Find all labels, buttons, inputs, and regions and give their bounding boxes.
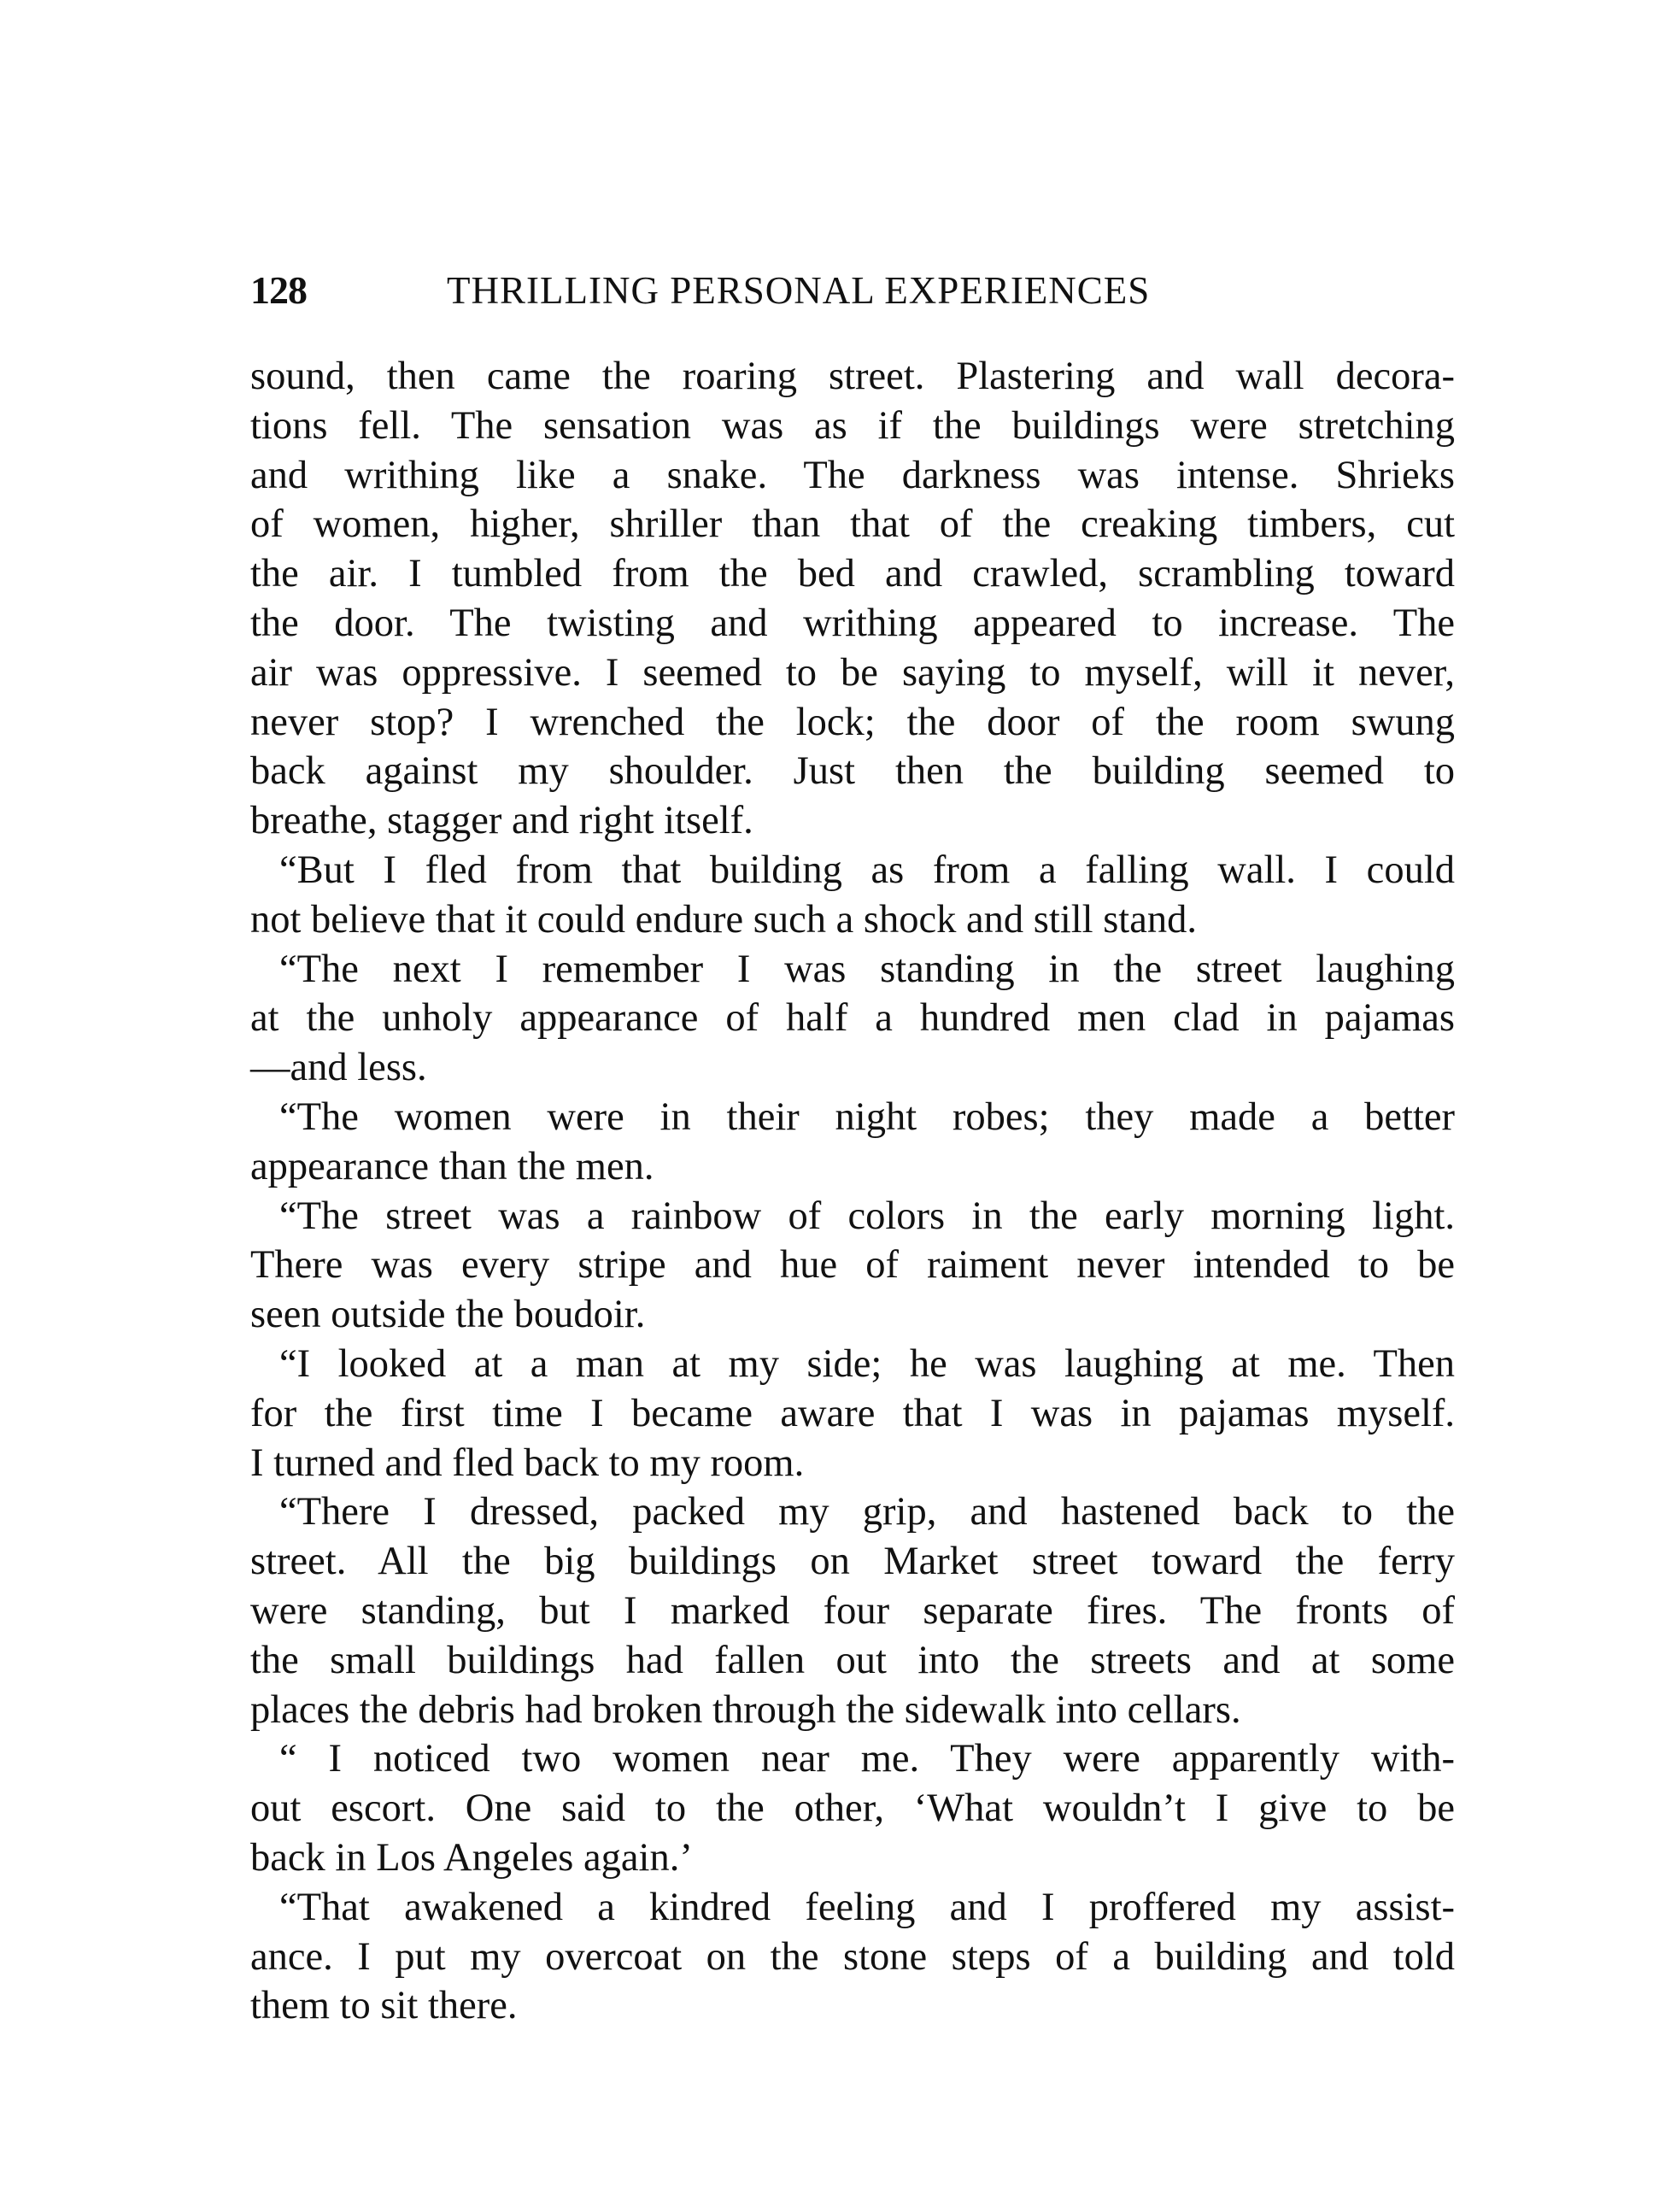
text-line: ance. I put my overcoat on the stone steps of a building and told: [250, 1934, 1455, 1979]
text-line: street. All the big buildings on Market street toward the ferry: [250, 1540, 1455, 1584]
text-line: “That awakened a kindred feeling and I proffered my assist-: [279, 1885, 1455, 1929]
text-line: sound, then came the roaring street. Plastering and wall decora-: [250, 355, 1455, 398]
text-line: seen outside the boudoir.: [250, 1293, 646, 1337]
text-line: “The street was a rainbow of colors in the early morning light.: [279, 1194, 1455, 1238]
text-line: There was every stripe and hue of raiment never intended to be: [250, 1243, 1455, 1288]
text-line: I turned and fled back to my room.: [250, 1440, 805, 1485]
text-line: not believe that it could endure such a shock and still stand.: [250, 897, 1197, 942]
text-line: at the unholy appearance of half a hundred men clad in pajamas: [250, 996, 1455, 1041]
paragraph: [250, 1093, 1455, 1192]
paragraph: [250, 1192, 1455, 1340]
text-line: “ I noticed two women near me. They were apparently with-: [279, 1737, 1455, 1781]
running-title: THRILLING PERSONAL EXPERIENCES: [447, 269, 1151, 312]
text-line: “The women were in their night robes; they made a better: [279, 1094, 1455, 1139]
paragraph: [250, 1734, 1455, 1882]
text-line: “There I dressed, packed my grip, and hastened back to the: [279, 1490, 1455, 1534]
text-line: for the first time I became aware that I was in pajamas myself.: [250, 1391, 1455, 1435]
page-header: [250, 265, 1457, 316]
text-line: air was oppressive. I seemed to be saying to myself, will it never,: [250, 650, 1455, 695]
body-text: [250, 352, 1455, 2031]
text-line: “But I fled from that building as from a falling wall. I could: [279, 848, 1455, 892]
paragraph: [250, 1340, 1455, 1487]
text-line: and writhing like a snake. The darkness was intense. Shrieks: [250, 453, 1455, 497]
text-line: never stop? I wrenched the lock; the door of the room swung: [250, 700, 1455, 744]
text-line: back against my shoulder. Just then the building seemed to: [250, 749, 1455, 794]
paragraph: [250, 846, 1455, 945]
text-line: “I looked at a man at my side; he was laughing at me. Then: [279, 1341, 1455, 1386]
text-line: of women, higher, shriller than that of the creaking timbers, cut: [250, 502, 1455, 547]
text-line: back in Los Angeles again.’: [250, 1835, 693, 1880]
text-line: appearance than the men.: [250, 1144, 654, 1188]
paragraph: [250, 352, 1455, 846]
text-line: tions fell. The sensation was as if the buildings were stretching: [250, 403, 1455, 448]
text-line: them to sit there.: [250, 1984, 518, 2028]
paragraph: [250, 1487, 1455, 1734]
text-line: were standing, but I marked four separate fires. The fronts of: [250, 1588, 1455, 1633]
text-line: —and less.: [250, 1046, 427, 1090]
text-line: the air. I tumbled from the bed and crawled, scrambling toward: [250, 552, 1455, 596]
page-number: 128: [250, 268, 307, 312]
paragraph: [250, 1883, 1455, 2031]
text-line: breathe, stagger and right itself.: [250, 799, 753, 843]
text-line: the door. The twisting and writhing appeared to increase. The: [250, 601, 1455, 645]
text-line: out escort. One said to the other, ‘What wouldn’t I give to be: [250, 1787, 1455, 1831]
text-line: the small buildings had fallen out into the streets and at some: [250, 1638, 1455, 1682]
paragraph: [250, 945, 1455, 1093]
text-line: places the debris had broken through the sidewalk into cellars.: [250, 1687, 1241, 1732]
text-line: “The next I remember I was standing in the street laughing: [279, 947, 1455, 991]
